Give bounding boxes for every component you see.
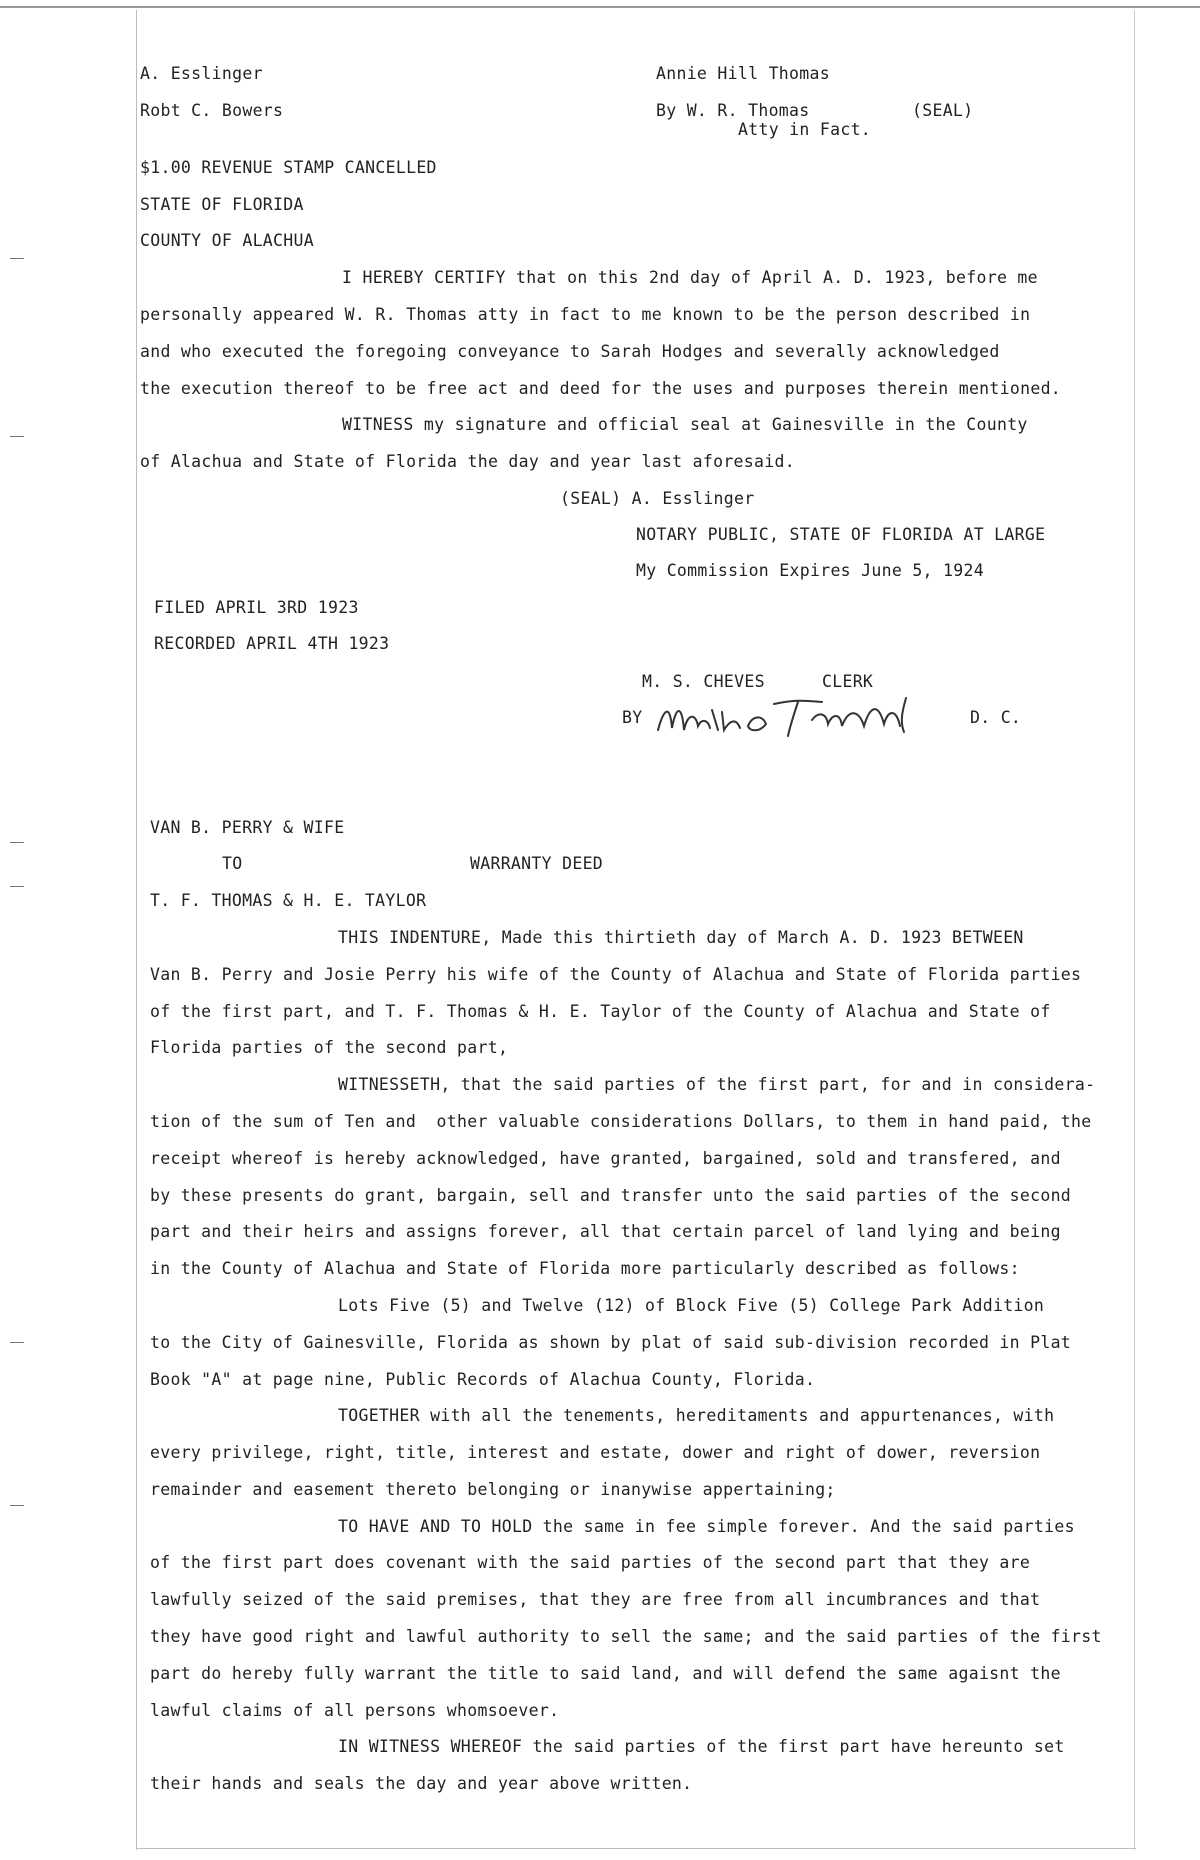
deed-text-line: remainder and easement thereto belonging or inanywise appertaining; xyxy=(150,1480,836,1499)
deed-text-line: tion of the sum of Ten and other valuable considerations Dollars, to them in hand paid, the xyxy=(150,1112,1092,1131)
ack-text-line: I HEREBY CERTIFY that on this 2nd day of April A. D. 1923, before me xyxy=(342,268,1038,287)
margin-tick-mark xyxy=(10,1342,24,1343)
margin-tick-mark xyxy=(10,1505,24,1506)
margin-tick-mark xyxy=(10,258,24,259)
deed-text-line: WITNESSETH, that the said parties of the first part, for and in considera- xyxy=(338,1075,1096,1094)
right-margin-line xyxy=(1134,10,1135,1850)
county-heading: COUNTY OF ALACHUA xyxy=(140,231,314,250)
commission-expiry: My Commission Expires June 5, 1924 xyxy=(636,561,984,580)
deed-text-line: lawful claims of all persons whomsoever. xyxy=(150,1701,560,1720)
deed-type: WARRANTY DEED xyxy=(470,854,604,873)
deed-text-line: by these presents do grant, bargain, sell and transfer unto the said parties of the second xyxy=(150,1186,1072,1205)
filed-date: FILED APRIL 3RD 1923 xyxy=(154,598,359,617)
state-heading: STATE OF FLORIDA xyxy=(140,195,304,214)
deed-text-line: IN WITNESS WHEREOF the said parties of the first part have hereunto set xyxy=(338,1737,1065,1756)
deed-text-line: lawfully seized of the said premises, that they are free from all incumbrances and that xyxy=(150,1590,1041,1609)
ack-text-line: personally appeared W. R. Thomas atty in fact to me known to be the person described in xyxy=(140,305,1031,324)
deed-text-line: Florida parties of the second part, xyxy=(150,1038,509,1057)
revenue-stamp-note: $1.00 REVENUE STAMP CANCELLED xyxy=(140,158,437,177)
deed-text-line: to the City of Gainesville, Florida as shown by plat of said sub-division recorded in Plat xyxy=(150,1333,1072,1352)
deed-text-line: TOGETHER with all the tenements, hereditaments and appurtenances, with xyxy=(338,1406,1055,1425)
deed-text-line: receipt whereof is hereby acknowledged, have granted, bargained, sold and transfered, and xyxy=(150,1149,1061,1168)
deed-text-line: they have good right and lawful authority to sell the same; and the said parties of the first xyxy=(150,1627,1102,1646)
deed-text-line: their hands and seals the day and year above written. xyxy=(150,1774,693,1793)
witness-name: A. Esslinger xyxy=(140,64,263,83)
deed-text-line: part and their heirs and assigns forever, all that certain parcel of land lying and being xyxy=(150,1222,1061,1241)
margin-tick-mark xyxy=(10,436,24,437)
deed-text-line: of the first part, and T. F. Thomas & H. E. Taylor of the County of Alachua and State of xyxy=(150,1002,1051,1021)
clerk-name: M. S. CHEVES xyxy=(642,672,765,691)
grantor-title: Atty in Fact. xyxy=(738,120,872,139)
deed-text-line: Book "A" at page nine, Public Records of Alachua County, Florida. xyxy=(150,1370,816,1389)
by-label: BY xyxy=(622,708,643,727)
deed-text-line: in the County of Alachua and State of Florida more particularly described as follows: xyxy=(150,1259,1020,1278)
notary-signature-line: (SEAL) A. Esslinger xyxy=(560,489,755,508)
deputy-clerk-label: D. C. xyxy=(970,708,1022,727)
bottom-border-line xyxy=(136,1848,1136,1849)
deed-text-line: of the first part does covenant with the said parties of the second part that they are xyxy=(150,1553,1031,1572)
top-border-line xyxy=(0,6,1200,8)
grantor-party: VAN B. PERRY & WIFE xyxy=(150,818,345,837)
deed-text-line: Van B. Perry and Josie Perry his wife of the County of Alachua and State of Florida parties xyxy=(150,965,1082,984)
handwritten-signature xyxy=(652,690,952,742)
ack-text-line: the execution thereof to be free act and deed for the uses and purposes therein mentioned. xyxy=(140,379,1062,398)
margin-tick-mark xyxy=(10,842,24,843)
recorded-date: RECORDED APRIL 4TH 1923 xyxy=(154,634,390,653)
margin-tick-mark xyxy=(10,886,24,887)
grantor-name: Annie Hill Thomas xyxy=(656,64,830,83)
clerk-label: CLERK xyxy=(822,672,874,691)
witness-name: Robt C. Bowers xyxy=(140,101,284,120)
grantor-attorney: By W. R. Thomas xyxy=(656,101,810,120)
ack-text-line: WITNESS my signature and official seal at Gainesville in the County xyxy=(342,415,1028,434)
ack-text-line: and who executed the foregoing conveyance to Sarah Hodges and severally acknowledged xyxy=(140,342,1000,361)
grantee-party: T. F. THOMAS & H. E. TAYLOR xyxy=(150,891,427,910)
deed-text-line: Lots Five (5) and Twelve (12) of Block Five (5) College Park Addition xyxy=(338,1296,1045,1315)
notary-title: NOTARY PUBLIC, STATE OF FLORIDA AT LARGE xyxy=(636,525,1046,544)
deed-text-line: THIS INDENTURE, Made this thirtieth day of March A. D. 1923 BETWEEN xyxy=(338,928,1024,947)
left-margin-line xyxy=(136,10,137,1850)
to-label: TO xyxy=(222,854,243,873)
deed-text-line: TO HAVE AND TO HOLD the same in fee simple forever. And the said parties xyxy=(338,1517,1075,1536)
deed-text-line: every privilege, right, title, interest and estate, dower and right of dower, reversion xyxy=(150,1443,1041,1462)
seal-label: (SEAL) xyxy=(912,101,974,120)
deed-text-line: part do hereby fully warrant the title to said land, and will defend the same agaisnt the xyxy=(150,1664,1061,1683)
ack-text-line: of Alachua and State of Florida the day and year last aforesaid. xyxy=(140,452,795,471)
